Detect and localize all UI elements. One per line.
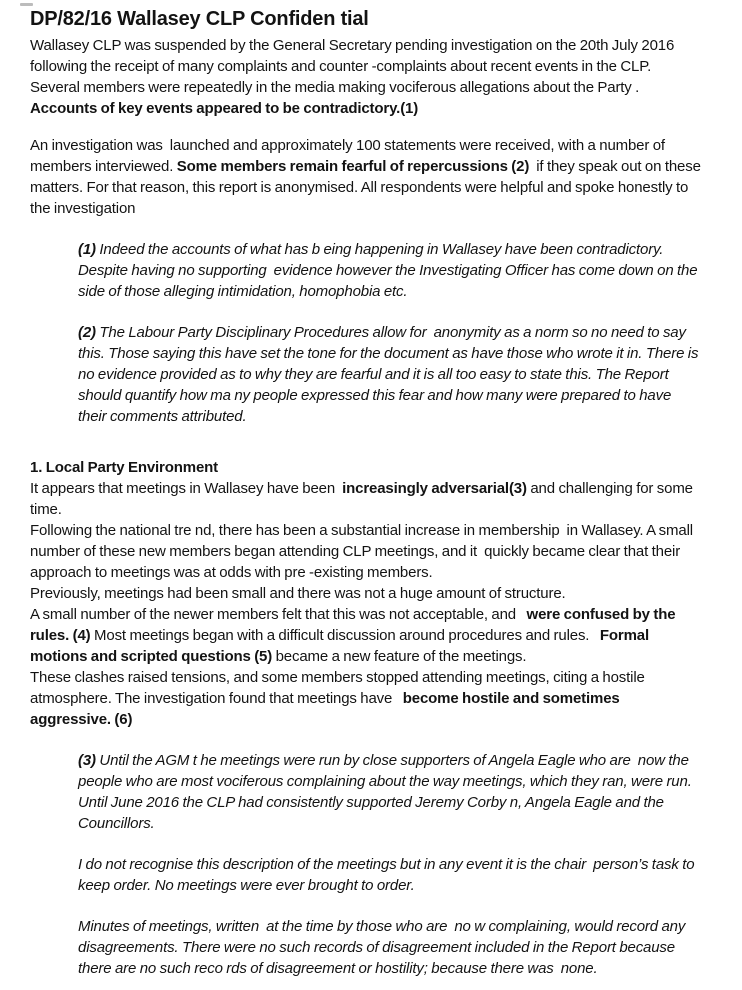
section-heading <box>30 457 704 478</box>
document-body <box>30 35 704 979</box>
annotation-comment <box>78 239 702 302</box>
text-run: increasingly adversarial(3) <box>342 480 527 497</box>
text-run: Previously, meetings had been small and there was not a huge amount of structure. <box>30 585 566 602</box>
blank-line <box>30 119 704 135</box>
text-run: become hostile and sometimes aggressive. (6) <box>30 690 624 728</box>
text-run: (1) <box>78 241 96 258</box>
annotation-comment <box>78 916 702 979</box>
paragraph <box>30 520 704 583</box>
text-run: Following the national tre nd, there has been a substantial increase in membership in Wallasey. A small number of these new members began attending CLP meetings, and it quickly became clear that their approach to meetings was at odds with pre -existing members. <box>30 522 697 581</box>
text-run: Some members remain fearful of repercussions (2) <box>176 158 530 175</box>
text-run: became a new feature of the meetings. <box>272 648 527 665</box>
paragraph <box>30 604 704 667</box>
paragraph <box>30 667 704 730</box>
paragraph <box>30 583 704 604</box>
text-run: I do not recognise this description of the meetings but in any event it is the chair person’s task to keep order. No meetings were ever brought to order. <box>78 856 698 894</box>
text-run: (3) <box>78 752 96 769</box>
text-run: 1. Local Party Environment <box>30 459 218 476</box>
text-run: were confused by the rules. (4) <box>30 606 679 644</box>
annotation-comment <box>78 322 702 427</box>
text-run: It appears that meetings in Wallasey have been <box>30 480 343 497</box>
text-run: Until the AGM t he meetings were run by close supporters of Angela Eagle who are now the people who are most vociferous complaining about the way meetings, which they ran, were run. Until June 2016 the CLP had consistently supported Jeremy Corby n, Angela Eagle and the Councillors. <box>78 752 696 832</box>
paragraph <box>30 478 704 520</box>
text-run: if they speak out on these matters. For that reason, this report is anonymised. All respondents were helpful and spoke honestly to the investigation <box>30 158 705 217</box>
text-run: An investigation was launched and approximately 100 statements were received, with a number of members interviewed. <box>30 137 669 175</box>
paragraph <box>30 35 704 119</box>
text-run: Accounts of key events appeared to be contradictory.(1) <box>30 100 419 117</box>
scan-artifact-mark <box>20 3 33 6</box>
document-title: DP/82/16 Wallasey CLP Confiden tial <box>30 8 369 30</box>
paragraph <box>30 135 704 219</box>
text-run: Minutes of meetings, written at the time by those who are no w complaining, would record any disagreements. There were no such records of disagreement included in the Report because there are no such reco rds of disagreement or hostility; because there was none. <box>78 918 689 977</box>
text-run: These clashes raised tensions, and some members stopped attending meetings, citing a hostile atmosphere. The investigation found that meetings have <box>30 669 649 707</box>
text-run: and challenging for some time. <box>30 480 697 518</box>
text-run: A small number of the newer members felt that this was not acceptable, and <box>30 606 527 623</box>
text-run: Most meetings began with a difficult discussion around procedures and rules. <box>90 627 600 644</box>
text-run: (2) <box>78 324 96 341</box>
text-run: Wallasey CLP was suspended by the General Secretary pending investigation on the 20th July 2016 following the receipt of many complaints and counter -complaints about recent events in the CLP. Several members were repeatedly in the media making vociferous allegations about the Party . <box>30 37 678 96</box>
text-run: Indeed the accounts of what has b eing happening in Wallasey have been contradictory. Despite having no supporting evidence however the Investigating Officer has come down on the side of those alleging intimidation, homophobia etc. <box>78 241 701 300</box>
text-run: The Labour Party Disciplinary Procedures allow for anonymity as a norm so no need to say this. Those saying this have set the tone for the document as have those who wrote it in. There is no evidence provided as to why they are fearful and it is all too easy to state this. The Report should quantify how ma ny people expressed this fear and how many were prepared to have their comments attributed. <box>78 324 702 425</box>
annotation-comment <box>78 750 702 834</box>
text-run: Formal motions and scripted questions (5) <box>30 627 653 665</box>
annotation-comment <box>78 854 702 896</box>
